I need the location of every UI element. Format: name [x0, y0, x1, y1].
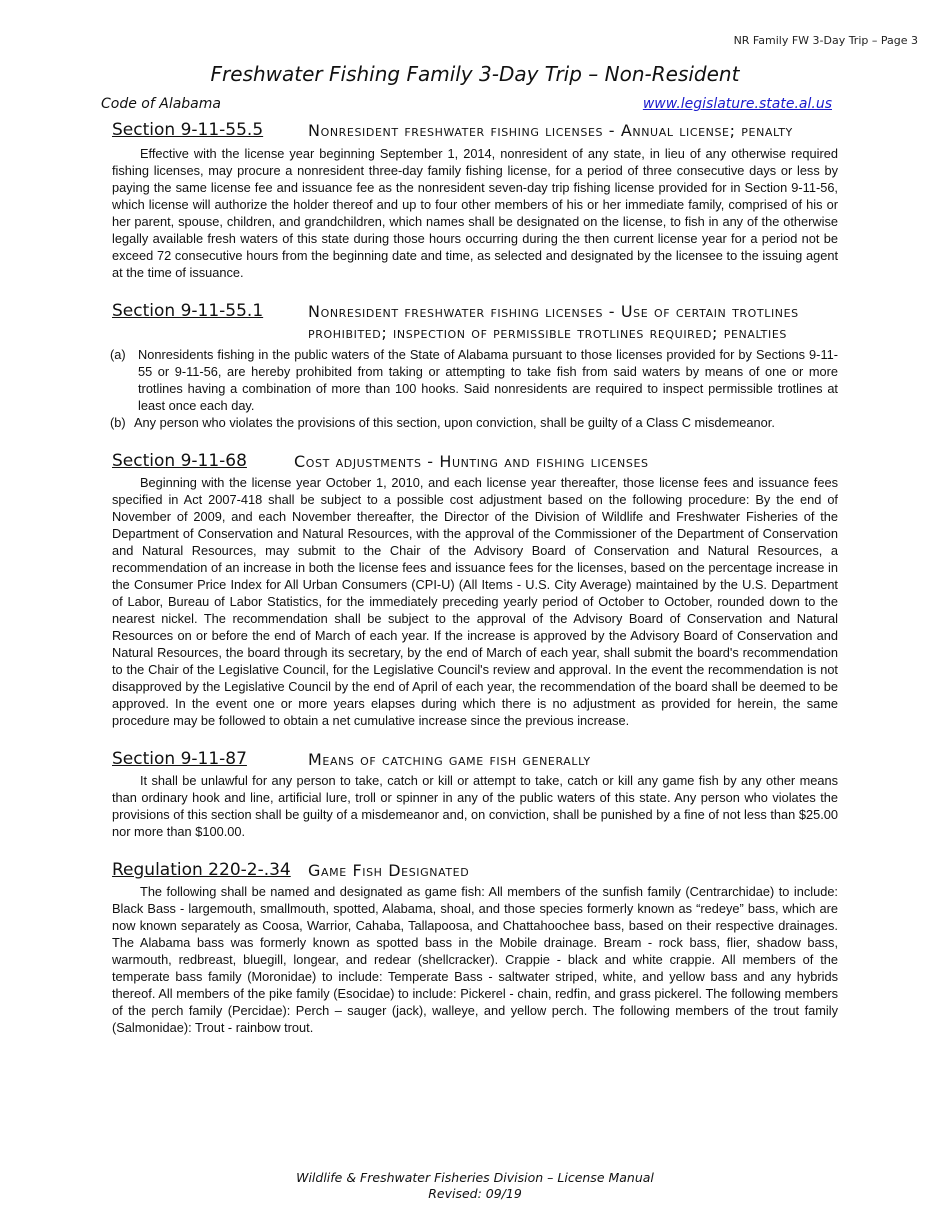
document-body [112, 118, 838, 1036]
section-9-11-68 [112, 449, 838, 729]
section-title: Cost adjustments - Hunting and fishing licenses [294, 452, 649, 471]
section-heading [112, 747, 838, 770]
item-label: (a) [110, 347, 126, 362]
section-9-11-87 [112, 747, 838, 840]
item-text: Any person who violates the provisions of this section, upon conviction, shall be guilty of a Class C misdemeanor. [134, 415, 775, 430]
section-text: Effective with the license year beginning September 1, 2014, nonresident of any state, in lieu of any otherwise required fishing licenses, may procure a nonresident three-day family fishing license, for a period of three consecutive days or less by paying the same license fee and issuance fee as the nonresident seven-day trip fishing license provided for in Section 9-11-56, which license will authorize the holder thereof and up to four other members of his or her immediate family, comprised of his or her parent, spouse, children, and grandchildren, which names shall be designated on the license, to fish in any of the otherwise legally available fresh waters of this state during those hours occurring during the then current license year for a period not be exceed 72 consecutive hours from the beginning date and time, as selected and designated by the licensee to the issuing agent at the time of issuance. [112, 146, 838, 280]
section-text: Beginning with the license year October 1, 2010, and each license year thereafter, those license fees and issuance fees specified in Act 2007-418 shall be subject to a possible cost adjustment based on the following procedure: By the end of November of 2009, and each November thereafter, the Director of the Division of Wildlife and Freshwater Fisheries of the Department of Conservation and Natural Resources, with the approval of the Commissioner of the Department of Conservation and Natural Resources, may submit to the Chair of the Advisory Board of Conservation and Natural Resources, a recommendation of an increase in both the license fees and issuance fees for the licenses, based on the percentage increase in the Consumer Price Index for All Urban Consumers (CPI-U) (All Items - U.S. City Average) maintained by the U.S. Department of Labor, Bureau of Labor Statistics, for the immediately preceding yearly period of October to October, rounded down to the nearest nickel. The recommendation shall be subject to the approval of the Advisory Board of Conservation and Natural Resources on or before the end of March of each year. If the increase is approved by the Advisory Board of Conservation and Natural Resources, the board through its secretary, by the end of March of each year, shall submit the board's recommendation to the Chair of the Legislative Council, for the Legislative Council's review and approval. In the event the recommendation is not disapproved by the Legislative Council by the end of April of each year, the recommendation of the board shall be deemed to be approved. In the event one or more years elapses during which there is no adjustment as provided for herein, the same procedure may be followed to obtain a net cumulative increase since the previous increase. [112, 475, 838, 728]
section-heading [112, 299, 838, 343]
section-heading [112, 858, 838, 881]
section-text: It shall be unlawful for any person to take, catch or kill or attempt to take, catch or kill any game fish by any other means than ordinary hook and line, artificial lure, troll or spinner in any of the public waters of this state. Any person who violates the provisions of this section shall be guilty of a misdemeanor and, on conviction, shall be punished by a fine of not less than $25.00 nor more than $100.00. [112, 773, 838, 839]
section-title: Nonresident freshwater fishing licenses - Use of certain trotlines prohibited; inspection of permissible trotlines required; penalties [308, 302, 799, 342]
page-footer [0, 1170, 950, 1202]
section-title: Nonresident freshwater fishing licenses - Annual license; penalty [308, 121, 793, 140]
section-number: Section 9-11-87 [112, 749, 247, 769]
section-number: Section 9-11-68 [112, 451, 247, 471]
source-link[interactable]: www.legislature.state.al.us [642, 96, 832, 112]
list-item [110, 414, 838, 431]
running-head: NR Family FW 3-Day Trip – Page 3 [733, 34, 918, 47]
section-text: The following shall be named and designated as game fish: All members of the sunfish family (Centrarchidae) to include: Black Bass - largemouth, smallmouth, spotted, Alabama, shoal, and those species formerly known as “redeye” bass, which are now known separately as Coosa, Warrior, Cahaba, Tallapoosa, and Chattahoochee bass, based on their respective drainages. The Alabama bass was formerly known as spotted bass in the Mobile drainage. Bream - rock bass, flier, shadow bass, warmouth, redbreast, bluegill, longear, and redear (shellcracker). Crappie - black and white crappie. All members of the temperate bass family (Moronidae) to include: Temperate Bass - saltwater striped, white, and yellow bass and any hybrids thereof. All members of the pike family (Esocidae) to include: Pickerel - chain, redfin, and grass pickerel. The following members of the perch family (Percidae): Perch – sauger (jack), walleye, and yellow perch. The following members of the trout family (Salmonidae): Trout - rainbow trout. [112, 884, 838, 1035]
section-9-11-55-1 [112, 299, 838, 431]
regulation-220-2-34 [112, 858, 838, 1036]
section-title: Game Fish Designated [308, 861, 470, 880]
item-text: Nonresidents fishing in the public waters of the State of Alabama pursuant to those licenses provided for by Sections 9-11-55 or 9-11-56, are hereby prohibited from taking or attempting to take fish from said waters by means of one or more trotlines having a combination of more than 100 hooks. Said nonresidents are required to inspect permissible trotlines at least once each day. [138, 347, 838, 413]
page-title: Freshwater Fishing Family 3-Day Trip – Non-Resident [210, 62, 740, 86]
section-9-11-55-5 [112, 118, 838, 281]
section-number: Section 9-11-55.1 [112, 301, 264, 321]
section-heading [112, 118, 838, 141]
footer-revision: Revised: 09/19 [428, 1186, 522, 1201]
section-number: Section 9-11-55.5 [112, 120, 264, 140]
list-item [110, 346, 838, 414]
section-number: Regulation 220-2-.34 [112, 860, 291, 880]
source-label: Code of Alabama [101, 96, 221, 112]
footer-line: Wildlife & Freshwater Fisheries Division – License Manual [296, 1170, 654, 1185]
item-label: (b) [110, 415, 126, 430]
section-heading [112, 449, 838, 472]
section-title: Means of catching game fish generally [308, 750, 591, 769]
